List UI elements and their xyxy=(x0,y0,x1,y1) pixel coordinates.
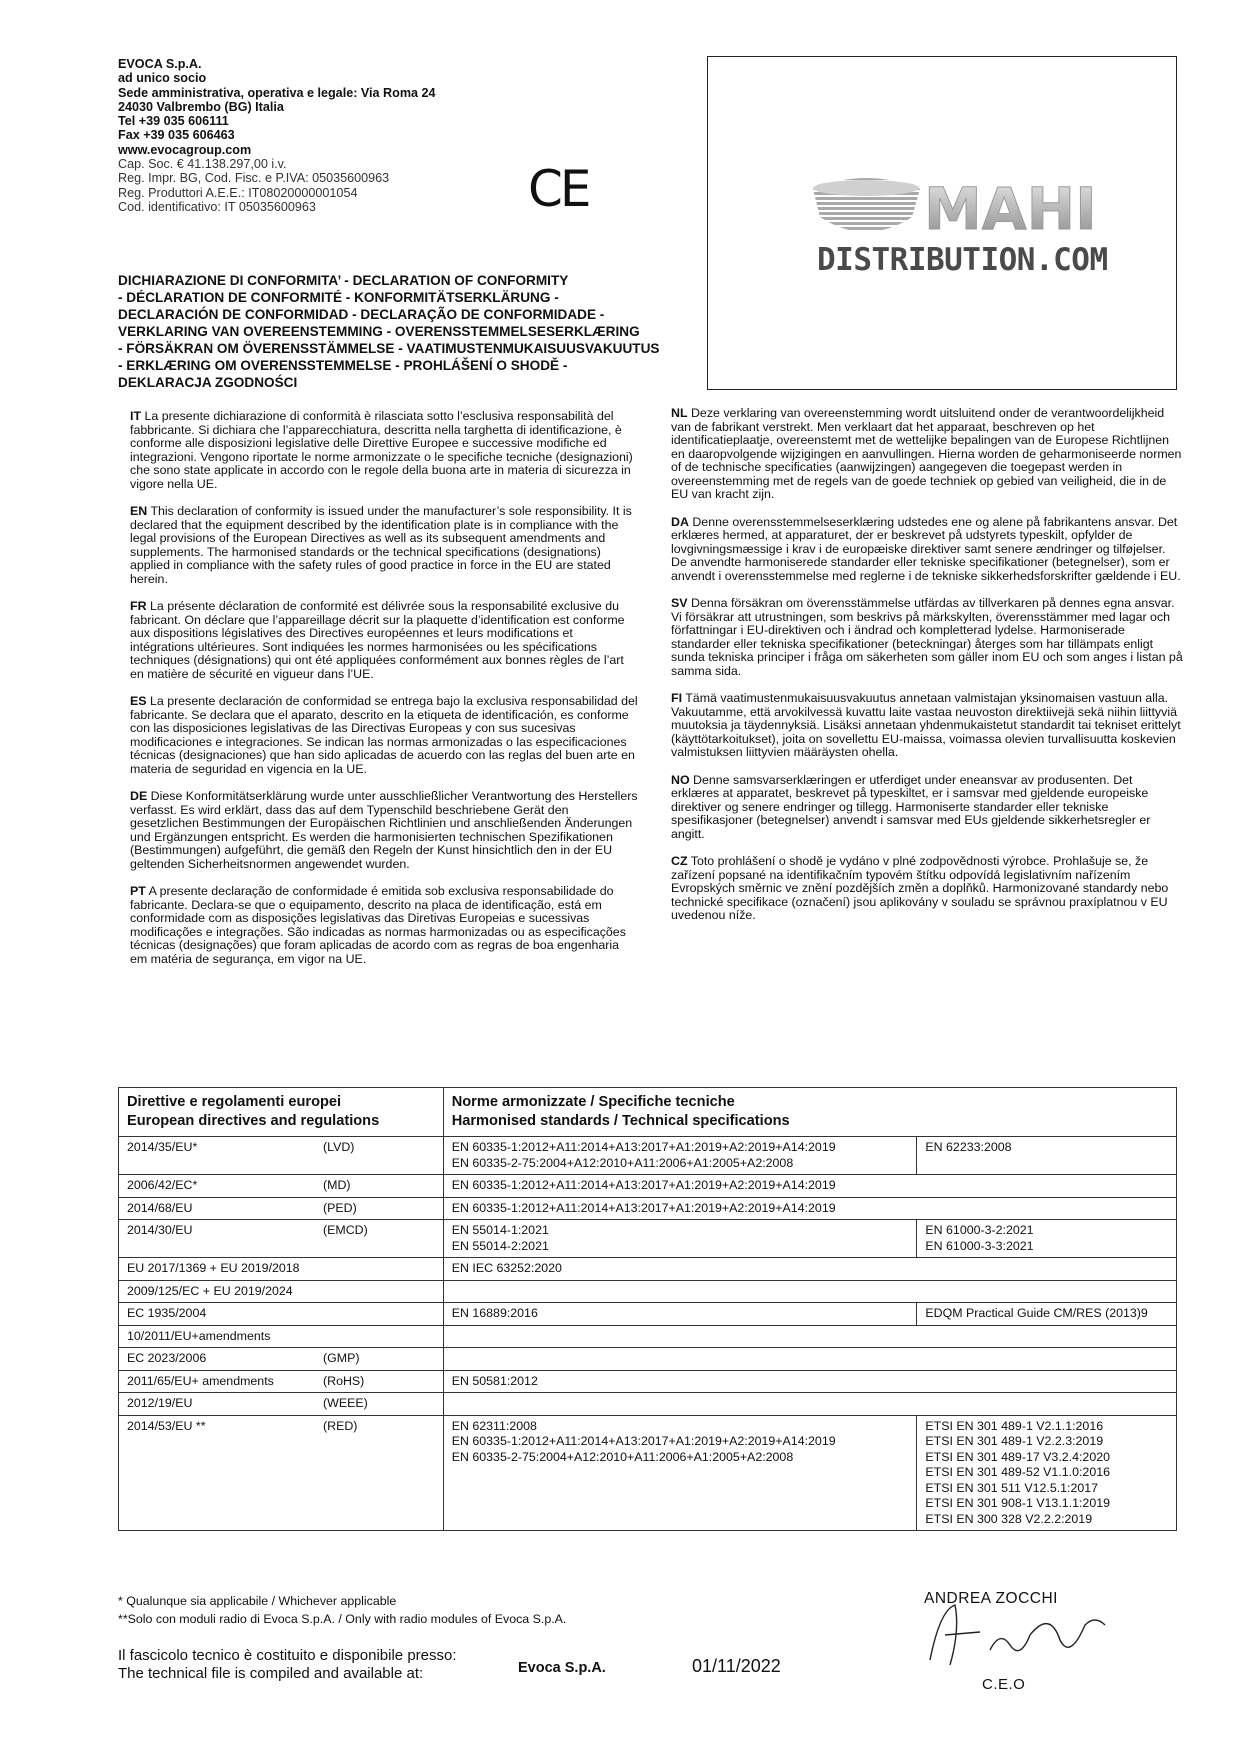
directive-code: 2014/68/EU xyxy=(127,1200,193,1215)
standard-item: EN 55014-1:2021 xyxy=(451,1223,549,1237)
standards-cell xyxy=(443,1175,1176,1198)
signatory-name: ANDREA ZOCCHI xyxy=(924,1590,1058,1607)
language-paragraph: SV Denna försäkran om överensstämmelse utfärdas av tillverkaren på dennes egna ansvar. Vi försäkrar att utrustningen, som beskrivs på märkskylten, överensstämmer med lagar och författningar i EU-direktiven och i ändrad och kompletterad lydelse. Harmoniserade standarder eller tekniska specifikationer (beteckningar) återges som har tillämpats enligt sunda tekniska principer i fråga om säkerheten som gäller inom EU och som anges i listan på samma sida. xyxy=(671,596,1183,678)
signature-mark xyxy=(910,1590,1120,1690)
standards-cell xyxy=(443,1258,1176,1281)
table-row xyxy=(119,1370,1177,1393)
directive-cell xyxy=(119,1220,444,1258)
language-paragraph: NO Denne samsvarserklæringen er utferdiget under eneansvar av produsenten. Det erklæres at apparatet, beskrevet på typeskiltet, er i samsvar med gjeldende europeiske direktiver og senere endringer og tillegg. Harmoniserte standarder eller tekniske spesifikasjoner (betegnelser) anvendt i samsvar med EUs gjeldende sikkerhetsregler er angitt. xyxy=(671,772,1151,841)
standard-item: EN 50581:2012 xyxy=(451,1373,538,1388)
title-line: DECLARACIÓN DE CONFORMIDAD - DECLARAÇÃO DE CONFORMIDADE - xyxy=(118,307,605,322)
table-row xyxy=(119,1325,1177,1348)
standards-cell xyxy=(443,1303,917,1326)
standard-item: EN 60335-1:2012+A11:2014+A13:2017+A1:2019+A2:2019+A14:2019 xyxy=(451,1434,836,1448)
directive-cell xyxy=(119,1280,444,1303)
company-line: EVOCA S.p.A. xyxy=(118,57,202,71)
standard-item: EN 61000-3-3:2021 xyxy=(925,1238,1034,1253)
standards-cell xyxy=(443,1393,1176,1416)
title-line: - DÉCLARATION DE CONFORMITÉ - KONFORMITÄTSERKLÄRUNG - xyxy=(118,290,559,305)
logo-box xyxy=(707,56,1177,390)
directive-abbr: (MD) xyxy=(323,1178,351,1192)
directive-abbr: (GMP) xyxy=(323,1351,360,1365)
company-info xyxy=(118,57,436,214)
company-line: Reg. Produttori A.E.E.: IT08020000001054 xyxy=(118,185,358,200)
table-row xyxy=(119,1303,1177,1326)
directive-code: 2006/42/EC* xyxy=(127,1178,198,1192)
directive-abbr: (WEEE) xyxy=(323,1396,368,1410)
table-row xyxy=(119,1415,1177,1531)
table-row xyxy=(119,1393,1177,1416)
language-paragraph: PT A presente declaração de conformidade é emitida sob exclusiva responsabilidade do fabricante. Declara-se que o equipamento, descrito na placa de identificação, está em conformidade com as disposições legislativas das Diretivas Europeias e sucessivas modificações e integrações. São indicadas as normas harmonizadas ou as especificações técnicas (designações) que foram aplicadas de acordo com as regras de boa engenharia em matéria de segurança, em vigor na UE. xyxy=(130,884,626,966)
standard-item: EN 60335-1:2012+A11:2014+A13:2017+A1:2019+A2:2019+A14:2019 xyxy=(451,1178,836,1192)
footnote: * Qualunque sia applicabile / Whichever applicable xyxy=(118,1594,397,1608)
directive-abbr: (RoHS) xyxy=(323,1373,365,1388)
standard-item: ETSI EN 301 511 V12.5.1:2017 xyxy=(925,1480,1099,1495)
standard-item: EN 16889:2016 xyxy=(451,1306,538,1320)
declaration-title xyxy=(118,272,698,391)
language-paragraph: IT La presente dichiarazione di conformità è rilasciata sotto l’esclusiva responsabilità del fabbricante. Si dichiara che l’apparecchiatura, descritta nella targhetta di identificazione, è conforme alle disposizioni legislative delle Direttive Europee e successive modifiche ed integrazioni. Vengono riportate le norme armonizzate o le specifiche tecniche (designazioni) che sono state applicate in accordo con le regole della buona arte in materia di sicurezza in vigore nella UE. xyxy=(130,409,633,491)
standards-cell xyxy=(443,1197,1176,1220)
language-paragraph: DE Diese Konformitätserklärung wurde unter ausschließlicher Verantwortung des Herstellers verfasst. Es wird erklärt, dass das auf dem Typenschild beschriebene Gerät den gesetzlichen Bestimmungen der Europäischen Richtlinien und anschließenden Änderungen und Ergänzungen entspricht. Es werden die harmonisierten technischen Spezifikationen (Bestimmungen) aufgeführt, die gemäß den Regeln der Kunst hinsichtlich den in der EU geltenden Sicherheitsnormen angewendet wurden. xyxy=(130,789,638,871)
ce-mark: CE xyxy=(528,160,589,218)
standards-cell xyxy=(443,1370,1176,1393)
directive-code: EC 1935/2004 xyxy=(127,1306,207,1320)
directive-code: 2014/53/EU ** xyxy=(127,1418,206,1433)
company-line: Tel +39 035 606111 xyxy=(118,114,229,129)
signatory-role: C.E.O xyxy=(982,1676,1026,1693)
logo-text-bottom: DISTRIBUTION.COM xyxy=(817,242,1108,278)
standards-cell xyxy=(443,1280,1176,1303)
directive-cell xyxy=(119,1348,444,1371)
company-line: 24030 Valbrembo (BG) Italia xyxy=(118,99,284,114)
extra-standards-cell xyxy=(917,1137,1177,1175)
directive-code: EC 2023/2006 xyxy=(127,1351,207,1365)
extra-standards-cell xyxy=(917,1220,1177,1258)
table-row xyxy=(119,1348,1177,1371)
technical-file-holder: Evoca S.p.A. xyxy=(518,1660,606,1676)
header-standards: Norme armonizzate / Specifiche tecniche Harmonised standards / Technical specifications xyxy=(443,1088,1176,1137)
directive-abbr: (PED) xyxy=(323,1200,357,1215)
technical-file-note: Il fascicolo tecnico è costituito e disponibile presso: The technical file is compiled and available at: xyxy=(118,1647,457,1682)
standard-item: EN 62233:2008 xyxy=(925,1140,1012,1154)
standard-item: ETSI EN 301 489-52 V1.1.0:2016 xyxy=(925,1465,1110,1479)
standards-cell xyxy=(443,1348,1176,1371)
table-row xyxy=(119,1137,1177,1175)
extra-standards-cell xyxy=(917,1415,1177,1531)
standard-item: EN 55014-2:2021 xyxy=(451,1238,549,1253)
language-column-left xyxy=(130,410,638,980)
standard-item: EN 60335-1:2012+A11:2014+A13:2017+A1:2019+A2:2019+A14:2019 xyxy=(451,1140,836,1154)
directive-cell xyxy=(119,1393,444,1416)
company-line: Sede amministrativa, operativa e legale: Via Roma 24 xyxy=(118,85,436,100)
company-line: Cap. Soc. € 41.138.297,00 i.v. xyxy=(118,157,287,172)
standard-item: ETSI EN 301 489-1 V2.1.1:2016 xyxy=(925,1418,1104,1433)
standard-item: EN IEC 63252:2020 xyxy=(451,1261,562,1275)
table-header xyxy=(119,1088,1177,1137)
directive-abbr: (LVD) xyxy=(323,1140,355,1154)
language-paragraph: DA Denne overensstemmelseserklæring udstedes ene og alene på fabrikantens ansvar. Det erklæres hermed, at apparaturet, der er beskrevet på udstyrets typeskilt, opfylder de lovgivningsmæssige i krav i de europæiske direktiver samt senere ændringer og tilføjelser. De anvendte harmoniserede standarder eller tekniske specifikationer (betegnelser), som er anvendt i overensstemmelse med reglerne i de tekniske sikkerhedsforskrifter gældende i EU. xyxy=(671,514,1181,583)
standard-item: EN 61000-3-2:2021 xyxy=(925,1223,1034,1237)
directive-cell xyxy=(119,1175,444,1198)
company-line: ad unico socio xyxy=(118,71,207,86)
table-row xyxy=(119,1197,1177,1220)
language-paragraph: EN This declaration of conformity is issued under the manufacturer’s sole responsibility. It is declared that the equipment described by the identification plate is in compliance with the legal provisions of the European Directives as well as its subsequent amendments and supplements. The harmonised standards or the technical specifications (designations) applied in compliance with the safety rules of good practice in force in the EU are stated herein. xyxy=(130,504,632,586)
language-paragraph: FI Tämä vaatimustenmukaisuusvakuutus annetaan valmistajan yksinomaisen vastuun alla. Vakuutamme, että arvokilvessä kuvattu laite vastaa neuvoston direktiivejä sekä niihin liittyviä muutoksia ja täydennyksiä. Lisäksi annetaan yhdenmukaistetut standardit tai tekniset erittelyt (käyttötarkoitukset), joita on sovellettu EU-maissa, voimassa olevien turvallisuutta koskevien valmistuksen liittyvien määräysten ohella. xyxy=(671,691,1181,759)
language-paragraph: ES La presente declaración de conformidad se entrega bajo la exclusiva responsabilidad del fabricante. Se declara que el aparato, descrito en la etiqueta de identificación, es conforme con las disposiciones legislativas de las Directivas Europeas y con sus sucesivas modificaciones e integraciones. Se indican las normas armonizadas o las especificaciones técnicas (designaciones) que han sido aplicadas de acuerdo con las reglas del buen arte en materia de seguridad en vigencia en la UE. xyxy=(130,694,638,776)
standards-cell xyxy=(443,1325,1176,1348)
directive-abbr: (EMCD) xyxy=(323,1223,368,1237)
table-row xyxy=(119,1258,1177,1281)
declaration-date: 01/11/2022 xyxy=(692,1656,781,1676)
standard-item: EN 60335-2-75:2004+A12:2010+A11:2006+A1:2005+A2:2008 xyxy=(451,1449,794,1464)
language-paragraph: CZ Toto prohlášení o shodě je vydáno v plné zodpovědnosti výrobce. Prohlašuje se, že zařízení popsané na identifikačním typovém štítku odpovídá legislativním nařízením Evropských směrnic ve znění pozdějších změn a doplňků. Harmonizované standardy nebo technické specifikace (označení) jsou aplikovány v souladu se správnou praxíplatnou v EU uvedenou níže. xyxy=(671,854,1169,922)
title-line: - ERKLÆRING OM OVERENSSTEMMELSE - PROHLÁŠENÍ O SHODĚ - xyxy=(118,358,568,373)
standard-item: ETSI EN 300 328 V2.2.2:2019 xyxy=(925,1511,1093,1526)
company-website: www.evocagroup.com xyxy=(118,142,252,157)
language-paragraph: FR La présente déclaration de conformité est délivrée sous la responsabilité exclusive du fabricant. On déclare que l’appareillage décrit sur la plaquette d’identification est conforme aux dispositions législatives des Directives européennes et leurs modifications et intégrations ultérieures. Sont indiquées les normes harmonisées ou les spécifications techniques (désignations) qui ont été appliquées conformément aux bonnes règles de l’art en matière de sécurité en vigueur dans l’UE. xyxy=(130,599,625,681)
standard-item: EDQM Practical Guide CM/RES (2013)9 xyxy=(925,1306,1148,1320)
table-row xyxy=(119,1280,1177,1303)
extra-standards-cell xyxy=(917,1303,1177,1326)
language-column-right xyxy=(671,407,1183,937)
standard-item: ETSI EN 301 489-17 V3.2.4:2020 xyxy=(925,1449,1110,1464)
directive-cell xyxy=(119,1137,444,1175)
language-paragraph: NL Deze verklaring van overeenstemming wordt uitsluitend onder de verantwoordelijkheid van de fabrikant verstrekt. Men verklaart dat het apparaat, beschreven op het identificatieplaatje, overeenstemt met de wettelijke bepalingen van de Europese Richtlijnen en daaropvolgende wijzigingen en aanvullingen. Hierna worden de geharmoniseerde normen of de technische specificaties (aanwijzingen) aangegeven die toegepast werden in overeenstemming met de regels van de goede techniek op gebied van veiligheid, die in de EU van kracht zijn. xyxy=(671,406,1182,501)
standards-cell xyxy=(443,1137,917,1175)
header-directives: Direttive e regolamenti europei European directives and regulations xyxy=(119,1088,444,1137)
standard-item: ETSI EN 301 489-1 V2.2.3:2019 xyxy=(925,1434,1104,1448)
company-line: Fax +39 035 606463 xyxy=(118,128,235,143)
title-line: - FÖRSÄKRAN OM ÖVERENSSTÄMMELSE - VAATIMUSTENMUKAISUUSVAKUUTUS xyxy=(118,341,660,356)
directive-code: 2012/19/EU xyxy=(127,1396,193,1410)
title-line: DICHIARAZIONE DI CONFORMITA’ - DECLARATION OF CONFORMITY xyxy=(118,273,569,288)
standards-cell xyxy=(443,1415,917,1531)
directive-cell xyxy=(119,1370,444,1393)
company-line: Cod. identificativo: IT 05035600963 xyxy=(118,199,316,214)
title-line: VERKLARING VAN OVEREENSTEMMING - OVERENSSTEMMELSESERKLÆRING xyxy=(118,324,640,339)
company-line: Reg. Impr. BG, Cod. Fisc. e P.IVA: 05035600963 xyxy=(118,171,390,186)
footnote: **Solo con moduli radio di Evoca S.p.A. / Only with radio modules of Evoca S.p.A. xyxy=(118,1612,567,1626)
directive-cell xyxy=(119,1415,444,1531)
standards-cell xyxy=(443,1220,917,1258)
table-row xyxy=(119,1175,1177,1198)
directive-cell xyxy=(119,1325,444,1348)
standards-table xyxy=(118,1087,1177,1531)
directive-code: 2014/30/EU xyxy=(127,1223,193,1237)
directive-code: 2014/35/EU* xyxy=(127,1140,198,1154)
table-row xyxy=(119,1220,1177,1258)
directive-code: 10/2011/EU+amendments xyxy=(127,1328,271,1343)
directive-code: EU 2017/1369 + EU 2019/2018 xyxy=(127,1261,300,1275)
logo-text-top: MAHI xyxy=(924,175,1097,243)
directive-code: 2011/65/EU+ amendments xyxy=(127,1373,274,1388)
directive-cell xyxy=(119,1197,444,1220)
mahi-logo xyxy=(708,57,1178,391)
directive-abbr: (RED) xyxy=(323,1418,358,1433)
title-line: DEKLARACJA ZGODNOŚCI xyxy=(118,375,298,390)
directive-cell xyxy=(119,1258,444,1281)
directive-code: 2009/125/EC + EU 2019/2024 xyxy=(127,1283,293,1298)
standard-item: EN 60335-2-75:2004+A12:2010+A11:2006+A1:2005+A2:2008 xyxy=(451,1155,794,1170)
standard-item: EN 60335-1:2012+A11:2014+A13:2017+A1:2019+A2:2019+A14:2019 xyxy=(451,1200,836,1215)
directive-cell xyxy=(119,1303,444,1326)
standard-item: ETSI EN 301 908-1 V13.1.1:2019 xyxy=(925,1496,1110,1510)
standard-item: EN 62311:2008 xyxy=(451,1418,537,1433)
